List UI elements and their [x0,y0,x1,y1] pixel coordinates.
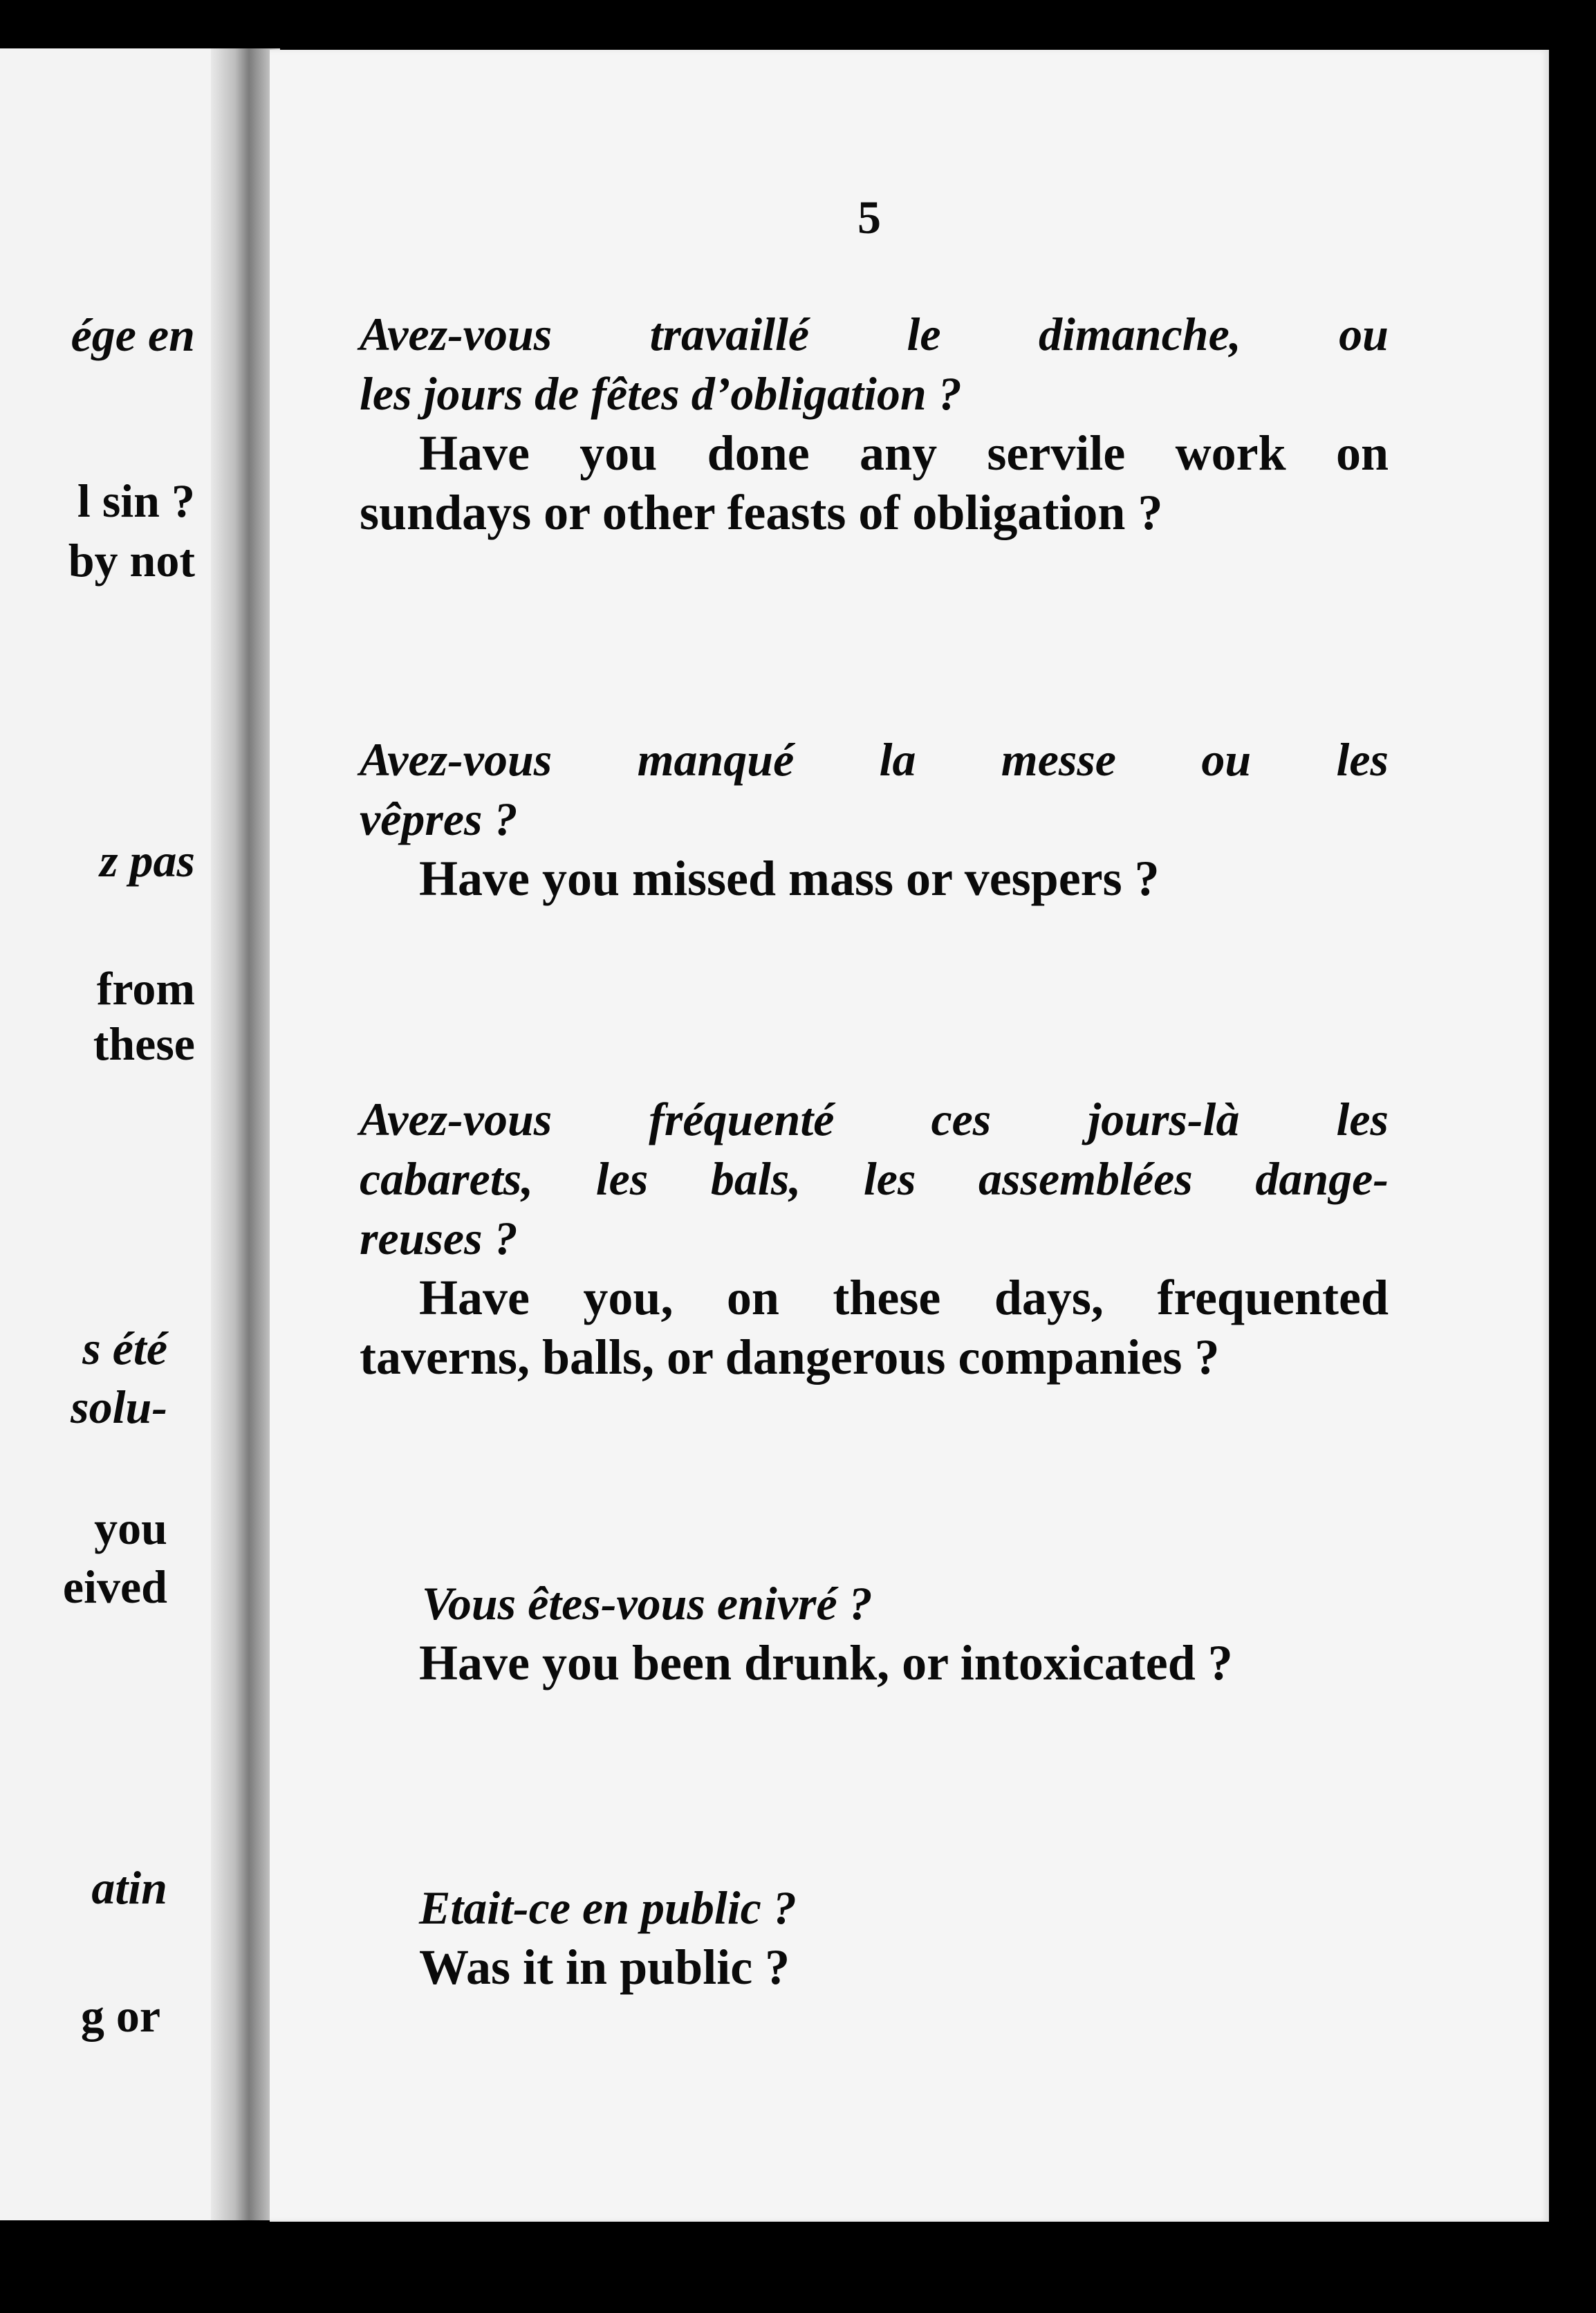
question-entry [360,1878,1389,1997]
english-line: Have you been drunk, or intoxicated ? [419,1635,1233,1690]
french-line: reuses ? [360,1212,518,1264]
facing-text-fragment: s été [82,1322,167,1374]
question-entry [360,1574,1389,1693]
facing-text-fragment: ége en [71,308,195,361]
facing-text-fragment: by not [68,534,195,587]
question-entry [360,1089,1389,1387]
english-translation [360,1937,1389,1997]
french-question [360,1878,1389,1937]
french-line: Etait-ce en public ? [419,1881,797,1934]
question-entry [360,730,1389,908]
french-question [360,1089,1389,1268]
english-line: taverns, balls, or dangerous companies ? [360,1329,1220,1385]
english-translation [360,1268,1389,1387]
french-question [360,1574,1389,1633]
question-entry [360,304,1389,542]
facing-text-fragment: these [93,1017,195,1070]
english-translation [360,1633,1389,1693]
english-line: Was it in public ? [419,1939,790,1995]
facing-text-fragment: eived [62,1560,167,1613]
english-line: Have you missed mass or vespers ? [419,851,1160,906]
facing-text-fragment: solu- [71,1381,167,1433]
french-line: cabarets, les bals, les assemblées dange- [360,1152,1389,1205]
french-line: les jours de fêtes d’obligation ? [360,367,962,420]
facing-text-fragment: z pas [100,834,195,887]
facing-text-fragment: atin [91,1861,167,1914]
facing-text-fragment: you [94,1502,167,1554]
french-line: vêpres ? [360,793,518,845]
english-line: sundays or other feasts of obligation ? [360,485,1163,540]
english-translation [360,423,1389,542]
french-line: Avez-vous manqué la messe ou les [360,733,1389,786]
french-line: Vous êtes-vous enivré ? [422,1577,873,1630]
facing-text-fragment: l sin ? [77,474,195,527]
french-question [360,304,1389,423]
english-translation [360,849,1389,908]
french-line: Avez-vous fréquenté ces jours-là les [360,1093,1389,1145]
french-line: Avez-vous travaillé le dimanche, ou [360,308,1389,360]
facing-text-fragment: from [96,962,195,1015]
facing-text-fragment: g or [80,1989,160,2042]
french-question [360,730,1389,849]
english-line: Have you done any servile work on [419,425,1389,481]
english-line: Have you, on these days, frequented [419,1270,1389,1325]
page-number: 5 [857,191,881,243]
